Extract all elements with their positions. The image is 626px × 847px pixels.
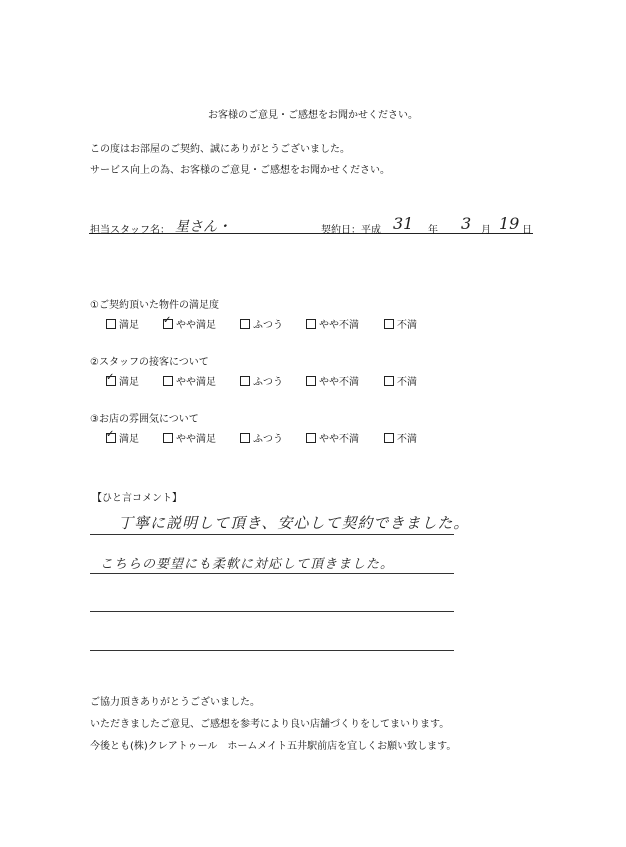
q2-option-5[interactable]: 不満: [384, 373, 417, 388]
question-1-title: ①ご契約頂いた物件の満足度: [90, 300, 219, 311]
checkbox[interactable]: [163, 376, 173, 386]
q2-option-1[interactable]: ✓ 満足: [106, 373, 139, 388]
comment-rule-2: [90, 573, 454, 574]
footer-thanks: ご協力頂きありがとうございました。: [90, 697, 260, 708]
checkbox[interactable]: [384, 376, 394, 386]
q3-option-2[interactable]: やや満足: [163, 430, 216, 445]
comment-rule-1: [90, 534, 454, 535]
question-1-options: [0, 316, 626, 330]
comment-handwritten-line-2[interactable]: こちらの要望にも柔軟に対応して頂きました。: [100, 557, 395, 572]
month-unit: 月: [481, 225, 491, 236]
q1-option-2[interactable]: ✓ やや満足: [163, 316, 216, 331]
question-3-title: ③お店の雰囲気について: [90, 414, 199, 425]
checkbox[interactable]: [163, 433, 173, 443]
checkbox-checked[interactable]: [106, 376, 116, 386]
footer-closing: 今後とも(株)クレアトゥール ホームメイト五井駅前店を宜しくお願い致します。: [90, 741, 457, 752]
staff-name-handwritten[interactable]: 星さん・: [175, 219, 231, 235]
footer-feedback-note: いただきましたご意見、ご感想を参考により良い店舗づくりをしてまいります。: [90, 719, 450, 730]
checkbox[interactable]: [384, 433, 394, 443]
contract-date-label: 契約日：平成: [321, 225, 381, 236]
checkbox[interactable]: [240, 319, 250, 329]
form-title: お客様のご意見・ご感想をお聞かせください。: [208, 110, 418, 121]
question-2-title: ②スタッフの接客について: [90, 357, 209, 368]
staff-contract-row: [89, 216, 533, 234]
contract-year-value[interactable]: 31: [393, 214, 414, 233]
day-unit: 日: [522, 225, 532, 236]
checkbox[interactable]: [106, 319, 116, 329]
checkbox-checked[interactable]: [106, 433, 116, 443]
q3-option-1[interactable]: ✓ 満足: [106, 430, 139, 445]
contract-month-value[interactable]: 3: [461, 214, 472, 233]
q3-option-3[interactable]: ふつう: [240, 430, 283, 445]
intro-line-2: サービス向上の為、お客様のご意見・ご感想をお聞かせください。: [90, 165, 390, 176]
year-unit: 年: [428, 225, 438, 236]
comment-rule-4: [90, 650, 454, 651]
q1-option-4[interactable]: やや不満: [306, 316, 359, 331]
q2-option-4[interactable]: やや不満: [306, 373, 359, 388]
q1-option-3[interactable]: ふつう: [240, 316, 283, 331]
q2-option-3[interactable]: ふつう: [240, 373, 283, 388]
staff-label: 担当スタッフ名：: [90, 225, 170, 236]
contract-day-value[interactable]: 19: [499, 214, 520, 233]
q3-option-5[interactable]: 不満: [384, 430, 417, 445]
checkbox[interactable]: [306, 319, 316, 329]
checkbox-checked[interactable]: [163, 319, 173, 329]
intro-line-1: この度はお部屋のご契約、誠にありがとうございました。: [90, 144, 350, 155]
question-3-options: [0, 430, 626, 444]
q1-option-5[interactable]: 不満: [384, 316, 417, 331]
comment-handwritten-line-1[interactable]: 丁寧に説明して頂き、安心して契約できました。: [118, 514, 470, 532]
q1-option-1[interactable]: 満足: [106, 316, 139, 331]
checkbox[interactable]: [384, 319, 394, 329]
comment-rule-3: [90, 611, 454, 612]
question-2-options: [0, 373, 626, 387]
checkbox[interactable]: [240, 433, 250, 443]
checkbox[interactable]: [240, 376, 250, 386]
comment-label: 【ひと言コメント】: [92, 493, 182, 504]
checkbox[interactable]: [306, 433, 316, 443]
q3-option-4[interactable]: やや不満: [306, 430, 359, 445]
q2-option-2[interactable]: やや満足: [163, 373, 216, 388]
checkbox[interactable]: [306, 376, 316, 386]
